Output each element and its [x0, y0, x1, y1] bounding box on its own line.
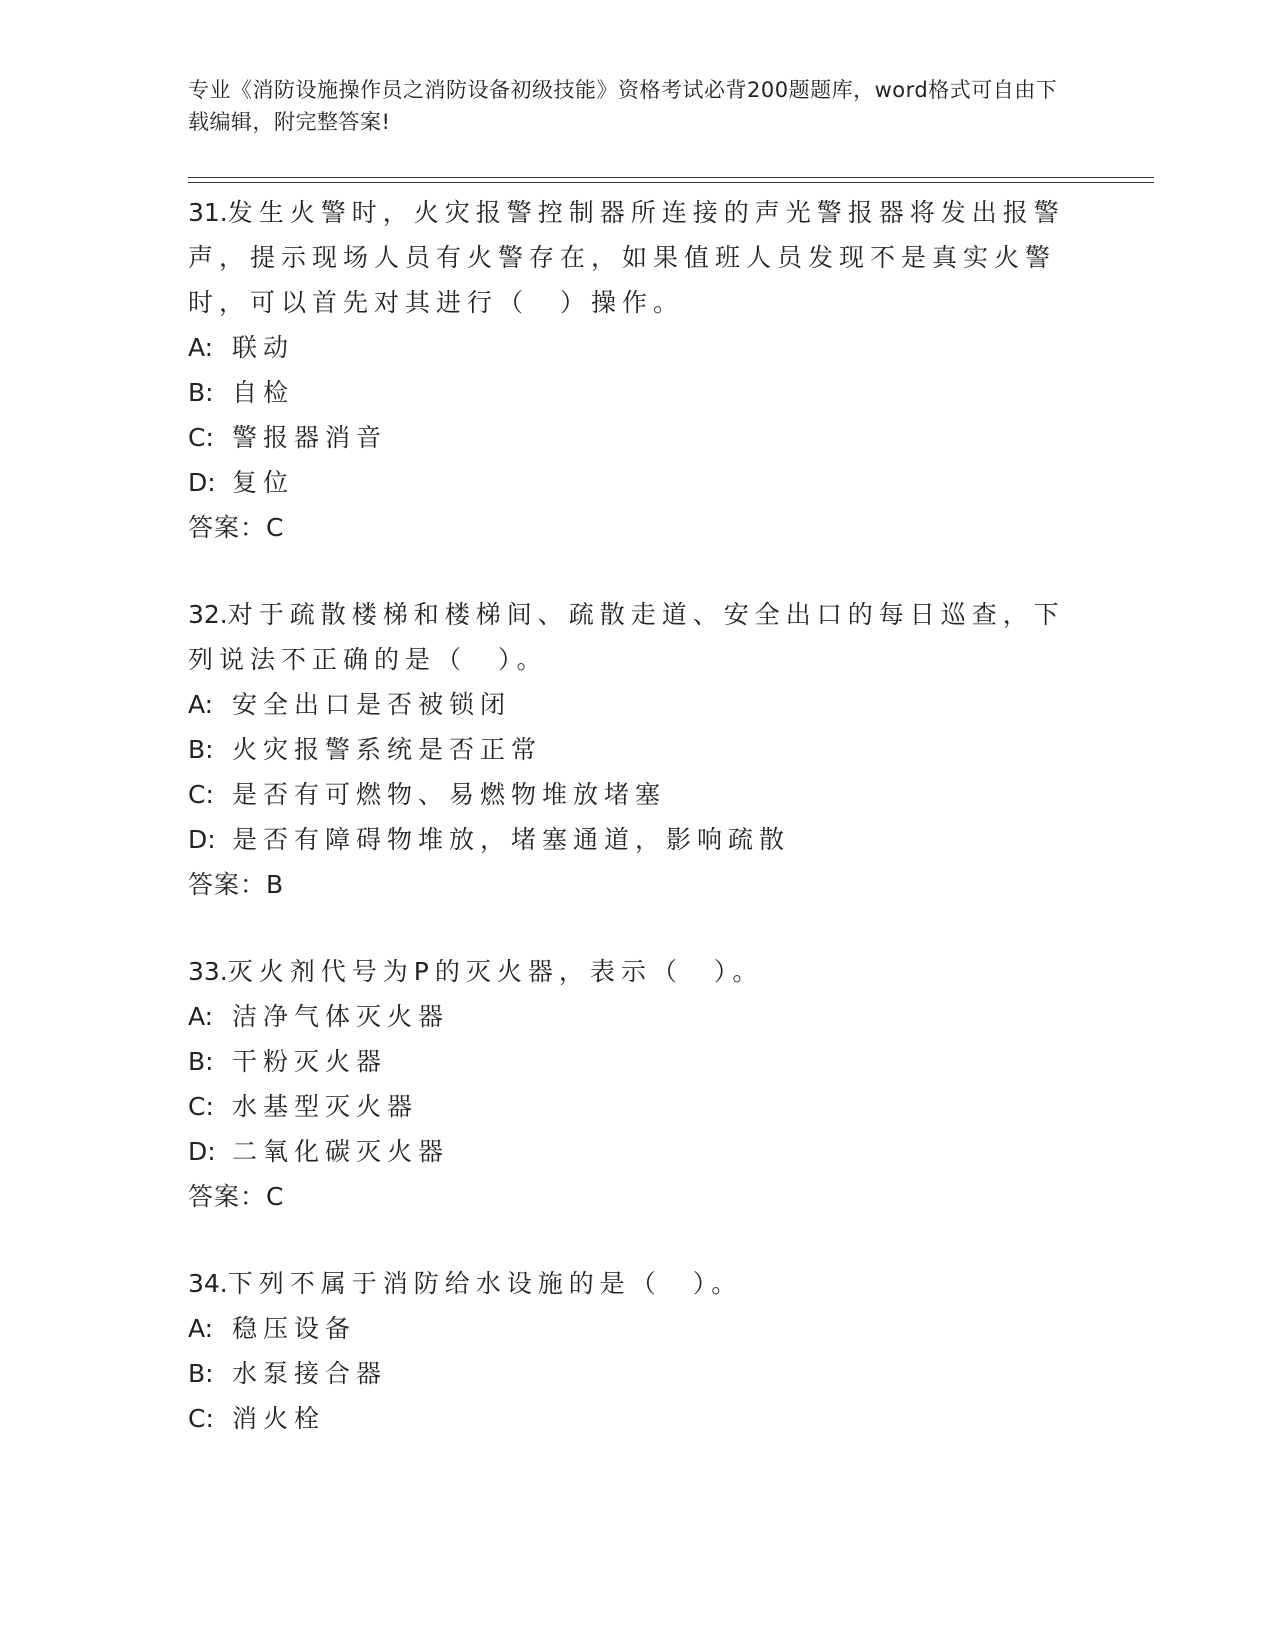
option-text: 是否有可燃物、易燃物堆放堵塞: [232, 780, 667, 809]
option-key: B:: [188, 1047, 214, 1076]
question-list: [188, 190, 1088, 1483]
question-stem: [188, 592, 1088, 682]
answer: 答案：C: [188, 1182, 285, 1211]
option-b: [188, 1351, 1088, 1396]
option-b: [188, 727, 1088, 772]
option-key: C:: [188, 780, 214, 809]
option-text: 消火栓: [232, 1404, 326, 1433]
header-divider-bottom: [188, 182, 1154, 183]
question-text: 下列不属于消防给水设施的是（ ）。: [227, 1269, 743, 1298]
option-b: [188, 370, 1088, 415]
option-key: C:: [188, 1404, 214, 1433]
option-key: C:: [188, 423, 214, 452]
question-text: 发生火警时，火灾报警控制器所连接的声光警报器将发出报警声，提示现场人员有火警存在，如果值班人员发现不是真实火警时，可以首先对其进行（ ）操作。: [188, 198, 1065, 317]
option-text: 是否有障碍物堆放，堵塞通道，影响疏散: [232, 825, 791, 854]
document-header: 专业《消防设施操作员之消防设备初级技能》资格考试必背200题题库，word格式可自由下载编辑，附完整答案!: [188, 78, 1058, 134]
question-text: 对于疏散楼梯和楼梯间、疏散走道、安全出口的每日巡查，下列说法不正确的是（ ）。: [188, 600, 1065, 674]
question-text: 灭火剂代号为P的灭火器，表示（ ）。: [227, 957, 764, 986]
option-text: 洁净气体灭火器: [232, 1002, 450, 1031]
question-stem: [188, 1261, 1088, 1306]
option-key: B:: [188, 735, 214, 764]
option-key: B:: [188, 378, 214, 407]
option-c: [188, 1396, 1088, 1441]
option-d: [188, 817, 1088, 862]
question-33: [188, 949, 1088, 1219]
option-key: C:: [188, 1092, 214, 1121]
option-c: [188, 1084, 1088, 1129]
option-text: 火灾报警系统是否正常: [232, 735, 543, 764]
option-b: [188, 1039, 1088, 1084]
option-text: 稳压设备: [232, 1314, 357, 1343]
option-a: [188, 994, 1088, 1039]
option-key: D:: [188, 1137, 216, 1166]
question-31: [188, 190, 1088, 550]
option-c: [188, 415, 1088, 460]
answer: 答案：B: [188, 870, 285, 899]
option-key: A:: [188, 1314, 214, 1343]
option-key: B:: [188, 1359, 214, 1388]
option-a: [188, 682, 1088, 727]
option-d: [188, 1129, 1088, 1174]
option-text: 干粉灭火器: [232, 1047, 388, 1076]
option-key: A:: [188, 333, 214, 362]
option-key: A:: [188, 690, 214, 719]
option-key: D:: [188, 825, 216, 854]
option-text: 安全出口是否被锁闭: [232, 690, 512, 719]
option-text: 自检: [232, 378, 295, 407]
option-a: [188, 325, 1088, 370]
question-32: [188, 592, 1088, 907]
option-text: 二氧化碳灭火器: [232, 1137, 450, 1166]
option-key: D:: [188, 468, 216, 497]
option-text: 警报器消音: [232, 423, 388, 452]
question-34: [188, 1261, 1088, 1441]
question-number: 34.: [188, 1269, 228, 1298]
option-text: 水基型灭火器: [232, 1092, 419, 1121]
option-text: 水泵接合器: [232, 1359, 388, 1388]
question-number: 31.: [188, 198, 228, 227]
question-stem: [188, 190, 1088, 325]
option-a: [188, 1306, 1088, 1351]
option-text: 复位: [232, 468, 295, 497]
option-text: 联动: [232, 333, 295, 362]
option-d: [188, 460, 1088, 505]
option-key: A:: [188, 1002, 214, 1031]
answer: 答案：C: [188, 513, 285, 542]
question-number: 32.: [188, 600, 228, 629]
question-stem: [188, 949, 1088, 994]
option-c: [188, 772, 1088, 817]
question-number: 33.: [188, 957, 228, 986]
header-divider-top: [188, 177, 1154, 178]
